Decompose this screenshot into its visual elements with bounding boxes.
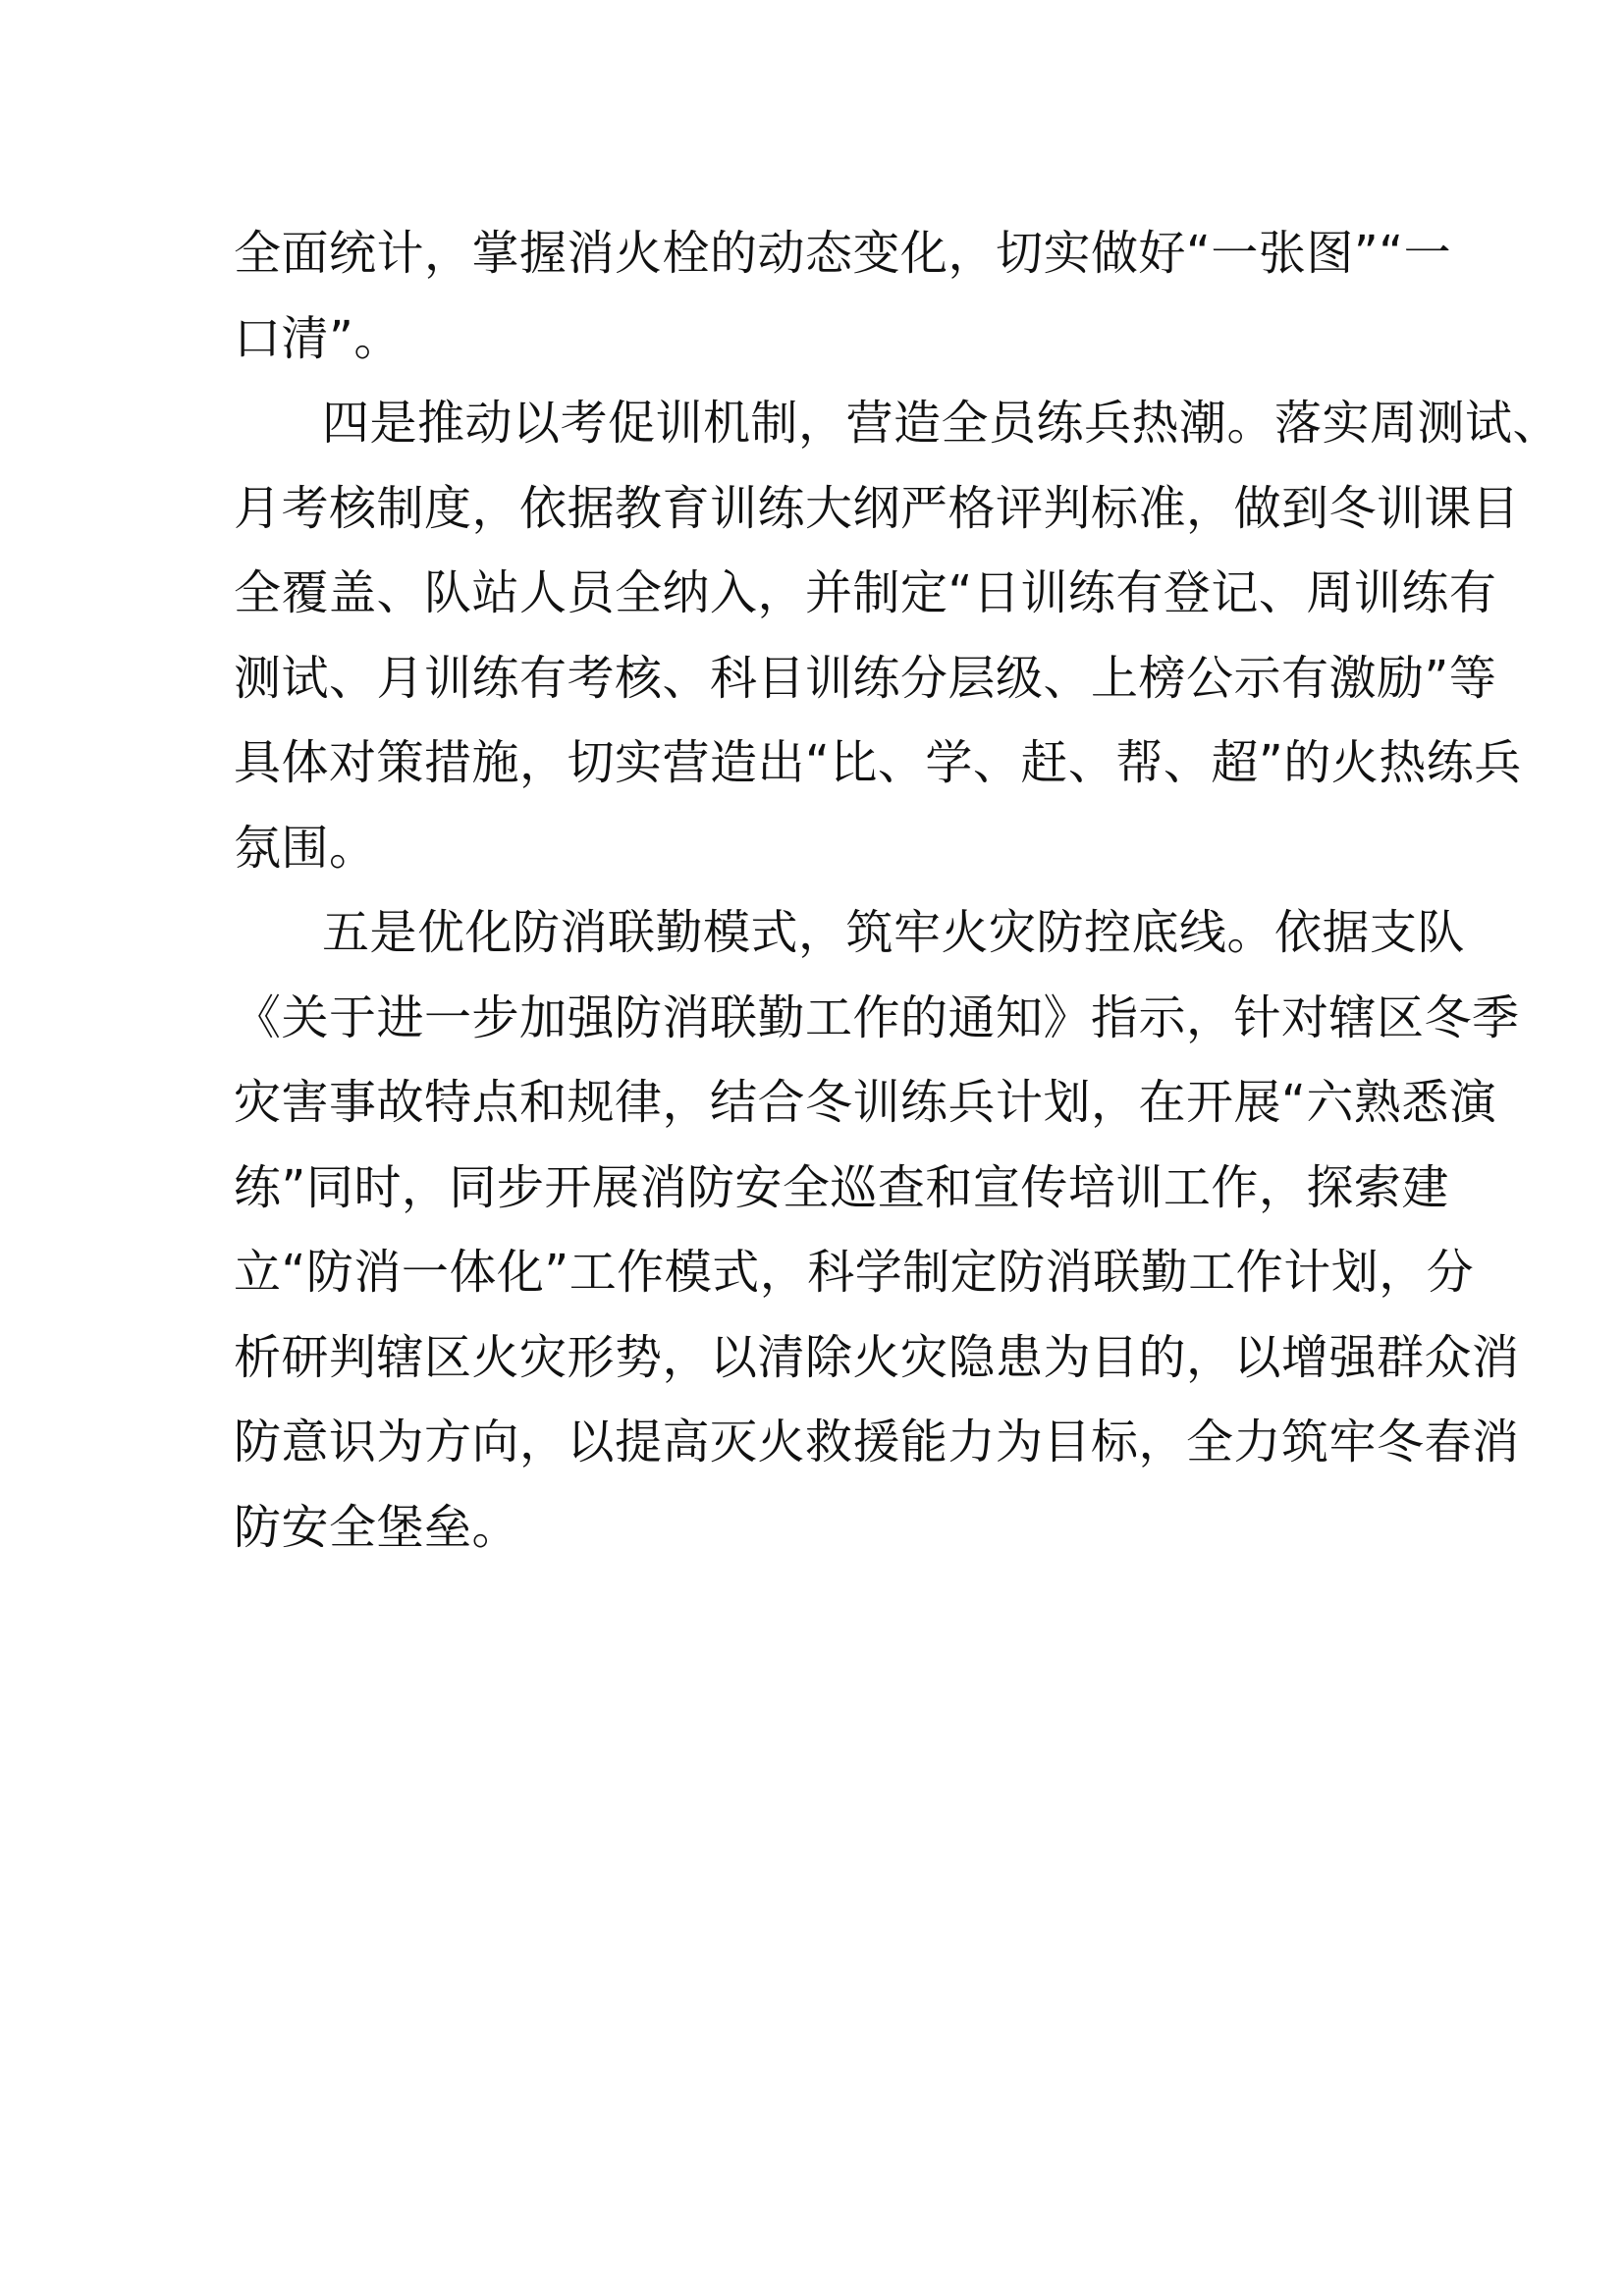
paragraph-2-line-6: 氛围。 bbox=[234, 820, 377, 876]
paragraph-3-line-5: 立“防消一体化”工作模式，科学制定防消联勤工作计划，分 bbox=[234, 1245, 1475, 1300]
paragraph-3-line-7: 防意识为方向，以提高灭火救援能力为目标，全力筑牢冬春消 bbox=[234, 1415, 1520, 1469]
paragraph-3-line-6: 析研判辖区火灾形势，以清除火灾隐患为目的，以增强群众消 bbox=[234, 1329, 1520, 1385]
paragraph-2-line-4: 测试、月训练有考核、科目训练分层级、上榜公示有激励”等 bbox=[234, 650, 1497, 706]
paragraph-2-line-3: 全覆盖、队站人员全纳入，并制定“日训练有登记、周训练有 bbox=[234, 565, 1497, 620]
paragraph-3-line-3: 灾害事故特点和规律，结合冬训练兵计划，在开展“六熟悉演 bbox=[234, 1075, 1497, 1130]
paragraph-2-line-2: 月考核制度，依据教育训练大纲严格评判标准，做到冬训课目 bbox=[234, 480, 1520, 536]
paragraph-2-line-1: 四是推动以考促训机制，营造全员练兵热潮。落实周测试、 bbox=[322, 396, 1561, 451]
paragraph-3-line-8: 防安全堡垒。 bbox=[234, 1499, 520, 1555]
paragraph-3-line-2: 《关于进一步加强防消联勤工作的通知》指示，针对辖区冬季 bbox=[234, 989, 1520, 1045]
paragraph-3-line-1: 五是优化防消联勤模式，筑牢火灾防控底线。依据支队 bbox=[322, 905, 1466, 960]
paragraph-2-line-5: 具体对策措施，切实营造出“比、学、赶、帮、超”的火热练兵 bbox=[234, 735, 1522, 790]
paragraph-1-line-2: 口清”。 bbox=[234, 310, 402, 366]
paragraph-3-line-4: 练”同时，同步开展消防安全巡查和宣传培训工作，探索建 bbox=[234, 1159, 1449, 1215]
paragraph-1-line-1: 全面统计，掌握消火栓的动态变化，切实做好“一张图”“一 bbox=[234, 226, 1452, 281]
body-text bbox=[234, 211, 1561, 1570]
